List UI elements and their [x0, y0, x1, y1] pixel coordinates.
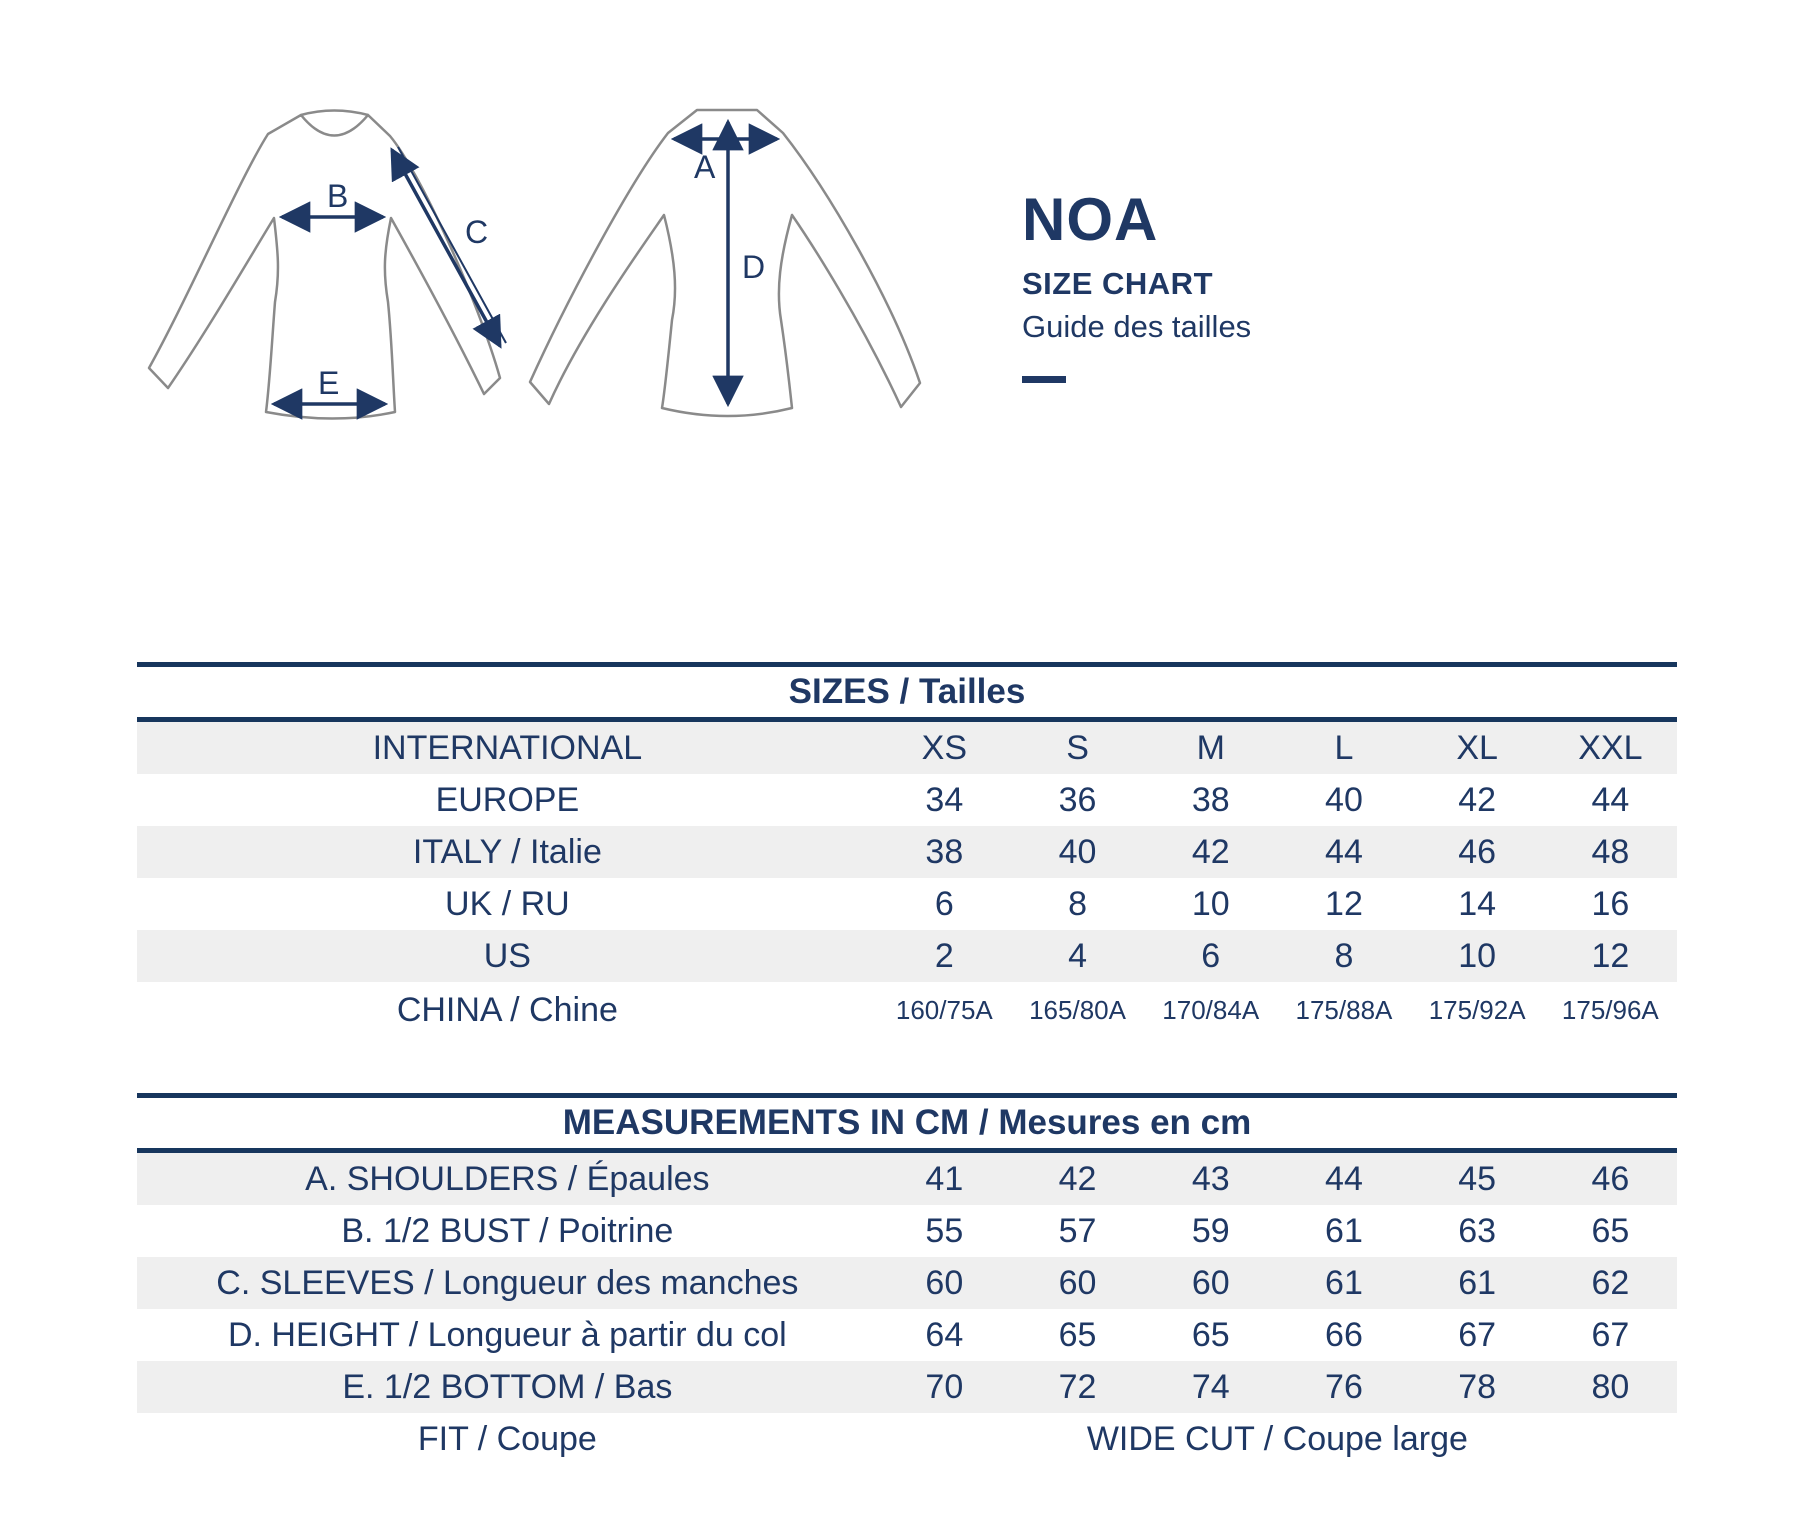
size-value: 46	[1458, 832, 1497, 871]
table-row	[137, 982, 1677, 1039]
size-value: 16	[1591, 884, 1630, 923]
measure-value: 61	[1325, 1211, 1363, 1250]
size-value: 48	[1591, 832, 1630, 871]
measure-value: 74	[1191, 1367, 1230, 1406]
size-value: 36	[1058, 780, 1097, 819]
measure-value: 41	[925, 1159, 964, 1198]
measure-value: 78	[1458, 1367, 1497, 1406]
size-chart-title-fr: Guide des tailles	[1022, 309, 1252, 344]
measure-value: 44	[1325, 1159, 1363, 1198]
size-value: 44	[1591, 780, 1630, 819]
row-label: A. SHOULDERS / Épaules	[305, 1159, 710, 1198]
measure-label-c: C	[465, 214, 489, 250]
measure-value: 43	[1191, 1159, 1230, 1198]
table-row	[137, 1205, 1677, 1257]
title-dash	[1022, 376, 1066, 383]
sizes-table-header: SIZES / Tailles	[788, 672, 1026, 711]
size-value: 165/80A	[1029, 995, 1126, 1025]
size-value: 40	[1325, 780, 1363, 819]
measure-value: 72	[1058, 1367, 1097, 1406]
row-label: EUROPE	[435, 780, 580, 819]
measure-value: 60	[1058, 1263, 1097, 1302]
title-block	[1022, 186, 1252, 383]
size-value: 44	[1325, 832, 1363, 871]
table-row	[137, 878, 1677, 930]
table-row	[137, 1153, 1677, 1205]
measure-label-e: E	[318, 365, 340, 401]
size-value: 40	[1058, 832, 1097, 871]
measure-label-d: D	[742, 249, 766, 285]
measure-value: 61	[1325, 1263, 1363, 1302]
measure-value: 42	[1058, 1159, 1097, 1198]
measure-label-b: B	[327, 178, 349, 214]
size-value: 10	[1191, 884, 1230, 923]
size-value: 2	[934, 936, 954, 975]
size-value: 175/96A	[1561, 995, 1659, 1025]
size-value: 38	[1191, 780, 1230, 819]
measure-label-a: A	[694, 149, 716, 185]
row-label: C. SLEEVES / Longueur des manches	[216, 1263, 799, 1302]
table-row	[137, 826, 1677, 878]
size-value: 12	[1325, 884, 1363, 923]
size-value: XS	[921, 728, 968, 767]
measurements-table	[137, 1093, 1677, 1465]
size-value: XXL	[1578, 728, 1643, 767]
size-value: L	[1334, 728, 1354, 767]
measure-value: 65	[1191, 1315, 1230, 1354]
measure-value: 57	[1058, 1211, 1097, 1250]
measure-value: 64	[925, 1315, 964, 1354]
table-row	[137, 1257, 1677, 1309]
size-chart-title: SIZE CHART	[1022, 266, 1213, 301]
row-label: E. 1/2 BOTTOM / Bas	[342, 1367, 673, 1406]
row-label: CHINA / Chine	[396, 991, 618, 1029]
measure-value: 70	[925, 1367, 964, 1406]
size-value: S	[1066, 728, 1089, 767]
size-value: 170/84A	[1162, 995, 1260, 1025]
measure-value: 62	[1591, 1263, 1630, 1302]
size-value: 12	[1591, 936, 1630, 975]
table-row	[137, 774, 1677, 826]
sizes-table	[137, 662, 1677, 1039]
measure-value: 61	[1458, 1263, 1497, 1302]
size-value: 6	[934, 884, 954, 923]
row-label: FIT / Coupe	[417, 1419, 597, 1458]
measure-value: 67	[1458, 1315, 1497, 1354]
measure-value: 55	[925, 1211, 964, 1250]
measure-value: 65	[1591, 1211, 1630, 1250]
measure-value: 46	[1591, 1159, 1630, 1198]
measure-value: 60	[925, 1263, 964, 1302]
table-row	[137, 1309, 1677, 1361]
size-value: 175/88A	[1295, 995, 1393, 1025]
table-row	[137, 722, 1677, 774]
size-value: 175/92A	[1428, 995, 1526, 1025]
table-row	[137, 930, 1677, 982]
size-value: 8	[1334, 936, 1354, 975]
size-value: M	[1196, 728, 1225, 767]
measure-value: 66	[1325, 1315, 1363, 1354]
size-value: 10	[1458, 936, 1497, 975]
table-row	[137, 1361, 1677, 1413]
measure-value: 67	[1591, 1315, 1630, 1354]
measure-value: 65	[1058, 1315, 1097, 1354]
size-value: 14	[1458, 884, 1497, 923]
size-value: 160/75A	[895, 995, 993, 1025]
row-label: UK / RU	[445, 884, 570, 923]
garment-measurement-diagram	[90, 68, 970, 453]
size-value: 42	[1191, 832, 1230, 871]
size-value: 34	[925, 780, 964, 819]
size-value: 6	[1201, 936, 1221, 975]
measure-value: 80	[1591, 1367, 1630, 1406]
row-label: INTERNATIONAL	[372, 728, 643, 767]
size-value: XL	[1456, 728, 1498, 767]
measure-value: 76	[1325, 1367, 1363, 1406]
size-value: 4	[1068, 936, 1087, 975]
product-name: NOA	[1022, 186, 1159, 253]
size-value: 8	[1068, 884, 1087, 923]
row-label: US	[483, 936, 531, 975]
measure-value: 59	[1191, 1211, 1230, 1250]
row-label: B. 1/2 BUST / Poitrine	[341, 1211, 674, 1250]
size-value: 38	[925, 832, 964, 871]
size-value: 42	[1458, 780, 1497, 819]
table-row-fit	[137, 1413, 1677, 1465]
row-label: D. HEIGHT / Longueur à partir du col	[227, 1315, 787, 1354]
garment-back-view	[530, 110, 920, 416]
measure-value: 60	[1191, 1263, 1230, 1302]
measure-value: 63	[1458, 1211, 1497, 1250]
measurements-table-header: MEASUREMENTS IN CM / Mesures en cm	[562, 1103, 1252, 1142]
fit-value: WIDE CUT / Coupe large	[1086, 1419, 1468, 1458]
row-label: ITALY / Italie	[412, 832, 602, 871]
measure-value: 45	[1458, 1159, 1497, 1198]
